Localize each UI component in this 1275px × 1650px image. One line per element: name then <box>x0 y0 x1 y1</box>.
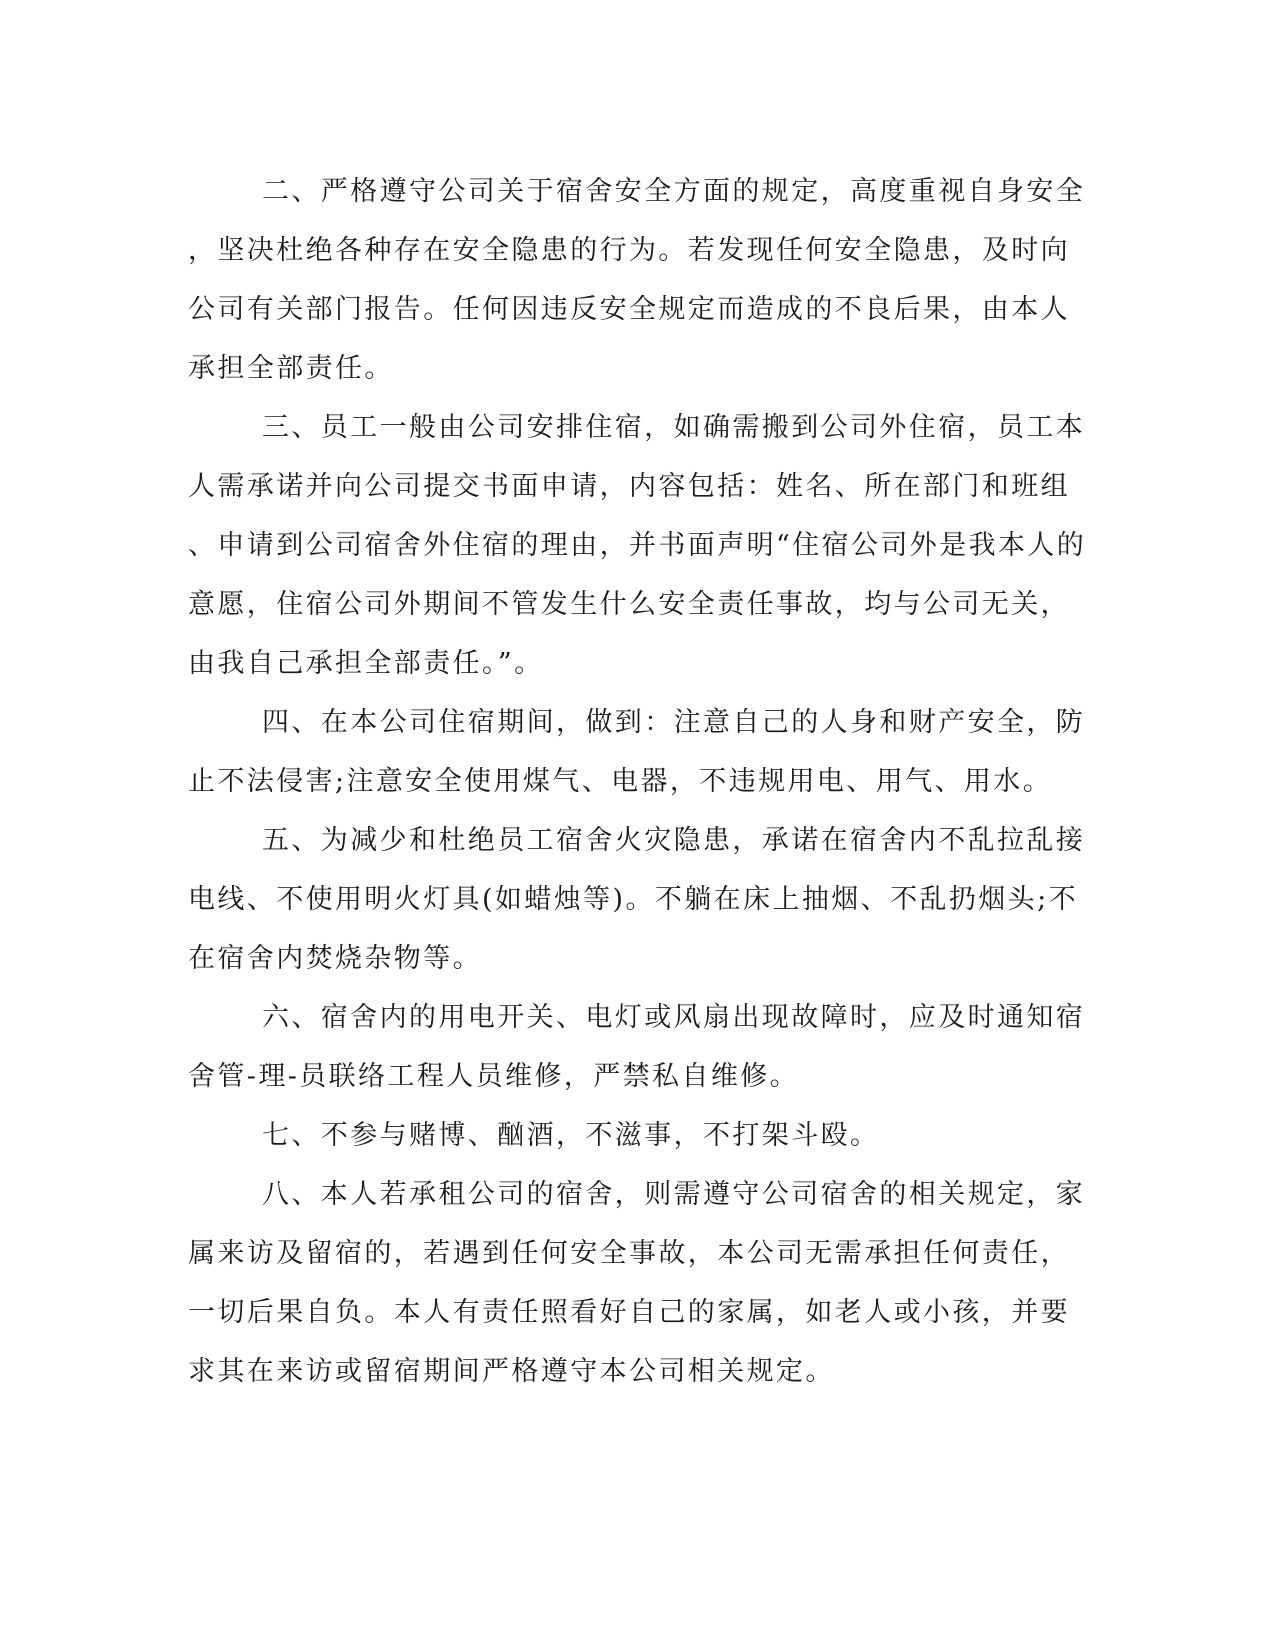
text-line: 电线、不使用明火灯具(如蜡烛等)。不躺在床上抽烟、不乱扔烟头;不 <box>188 884 1078 915</box>
text-line: 六、宿舍内的用电开关、电灯或风扇出现故障时，应及时通知宿 <box>262 1002 1086 1033</box>
text-line: 属来访及留宿的，若遇到任何安全事故，本公司无需承担任何责任， <box>188 1238 1070 1269</box>
text-line: 意愿，住宿公司外期间不管发生什么安全责任事故，均与公司无关， <box>188 589 1070 620</box>
paragraph-5 <box>188 811 1086 988</box>
paragraph-8 <box>188 1165 1086 1401</box>
text-line: 四、在本公司住宿期间，做到：注意自己的人身和财产安全，防 <box>262 707 1086 738</box>
text-line: 五、为减少和杜绝员工宿舍火灾隐患，承诺在宿舍内不乱拉乱接 <box>262 825 1086 856</box>
text-line: ，坚决杜绝各种存在安全隐患的行为。若发现任何安全隐患，及时向 <box>188 235 1070 266</box>
paragraph-4 <box>188 693 1086 811</box>
text-line: 二、严格遵守公司关于宿舍安全方面的规定，高度重视自身安全 <box>262 176 1086 207</box>
paragraph-7 <box>188 1106 1068 1165</box>
text-line: 承担全部责任。 <box>188 353 394 384</box>
paragraph-6 <box>188 988 1086 1106</box>
text-line: 一切后果自负。本人有责任照看好自己的家属，如老人或小孩，并要 <box>188 1297 1070 1328</box>
text-line: 舍管-理-员联络工程人员维修，严禁私自维修。 <box>188 1061 800 1092</box>
text-line: 三、员工一般由公司安排住宿，如确需搬到公司外住宿，员工本 <box>262 412 1086 443</box>
text-line: 在宿舍内焚烧杂物等。 <box>188 943 482 974</box>
text-line: 止不法侵害;注意安全使用煤气、电器，不违规用电、用气、用水。 <box>188 766 1053 797</box>
text-line: 公司有关部门报告。任何因违反安全规定而造成的不良后果，由本人 <box>188 294 1070 325</box>
text-line: 八、本人若承租公司的宿舍，则需遵守公司宿舍的相关规定，家 <box>262 1179 1086 1210</box>
text-line: 、申请到公司宿舍外住宿的理由，并书面声明“住宿公司外是我本人的 <box>188 530 1087 561</box>
paragraph-3 <box>188 398 1087 693</box>
text-line: 求其在来访或留宿期间严格遵守本公司相关规定。 <box>188 1356 835 1387</box>
paragraph-2 <box>188 162 1086 398</box>
text-line: 由我自己承担全部责任。”。 <box>188 648 544 679</box>
text-line: 人需承诺并向公司提交书面申请，内容包括：姓名、所在部门和班组 <box>188 471 1070 502</box>
document-body <box>188 162 1087 1401</box>
text-line: 七、不参与赌博、酗酒，不滋事，不打架斗殴。 <box>262 1120 880 1151</box>
